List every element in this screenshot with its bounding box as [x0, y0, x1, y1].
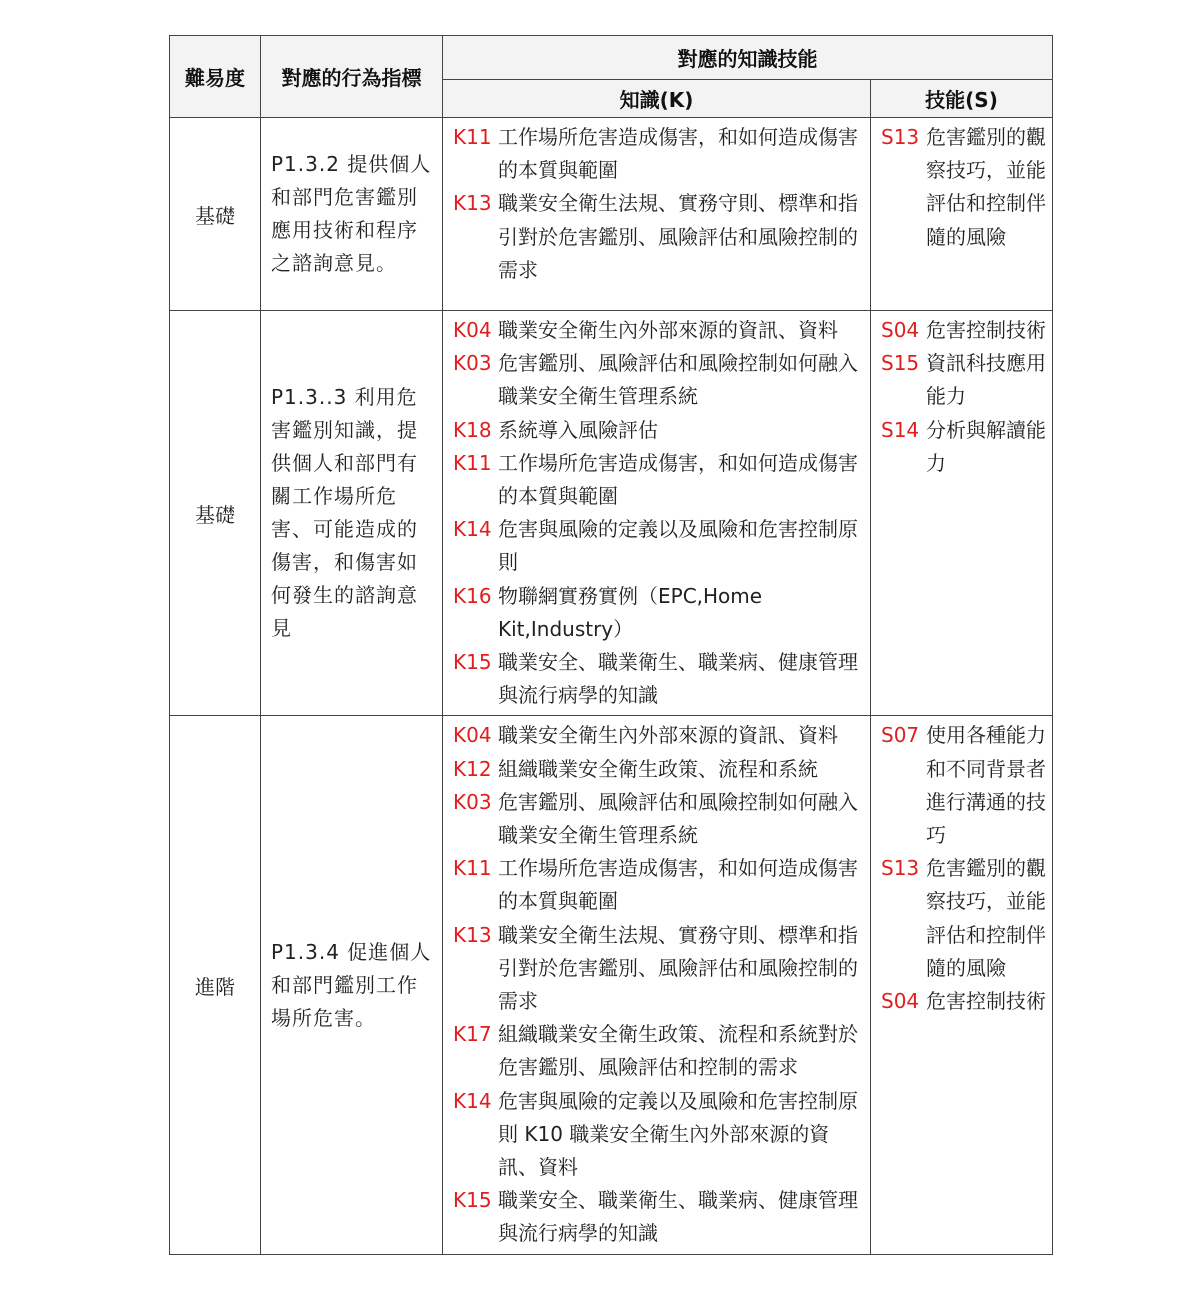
- knowledge-item: [443, 786, 870, 852]
- knowledge-item: [443, 1018, 870, 1084]
- skill-item: [871, 121, 1052, 254]
- knowledge-code: K13: [453, 191, 492, 216]
- knowledge-item: [443, 447, 870, 513]
- difficulty-cell: 進階: [170, 716, 261, 1254]
- knowledge-text: 工作場所危害造成傷害，和如何造成傷害的本質與範圍: [498, 125, 858, 183]
- knowledge-code: K18: [453, 417, 492, 442]
- skill-code: S04: [881, 318, 920, 342]
- knowledge-item: [443, 919, 870, 1019]
- skill-cell: [871, 118, 1053, 311]
- knowledge-text: 危害鑑別、風險評估和風險控制如何融入職業安全衛生管理系統: [498, 789, 858, 848]
- header-skill: 技能(S): [871, 80, 1053, 118]
- skill-text: 危害控制技術: [926, 989, 1046, 1014]
- header-behavior-indicator: 對應的行為指標: [261, 36, 443, 118]
- knowledge-code: K04: [453, 318, 492, 342]
- behavior-indicator-cell: P1.3.4 促進個人和部門鑑別工作場所危害。: [261, 716, 443, 1254]
- knowledge-item: [443, 1085, 870, 1185]
- knowledge-code: K15: [453, 650, 492, 675]
- skill-item: [871, 314, 1052, 347]
- knowledge-text: 職業安全衛生內外部來源的資訊、資料: [498, 723, 838, 748]
- knowledge-text: 物聯網實務實例（EPC,Home Kit,Industry）: [498, 583, 763, 641]
- knowledge-item: [443, 121, 870, 187]
- knowledge-item: [443, 580, 870, 646]
- knowledge-cell: [443, 118, 871, 311]
- table-row: [170, 311, 1053, 716]
- skill-code: S15: [881, 351, 920, 376]
- skill-item: [871, 414, 1052, 480]
- skill-text: 分析與解讀能力: [926, 417, 1046, 475]
- header-difficulty: 難易度: [170, 36, 261, 118]
- behavior-indicator-cell: P1.3.2 提供個人和部門危害鑑別應用技術和程序之諮詢意見。: [261, 118, 443, 311]
- skill-item: [871, 347, 1052, 413]
- knowledge-text: 危害與風險的定義以及風險和危害控制原則: [498, 517, 858, 575]
- knowledge-code: K03: [453, 789, 492, 814]
- knowledge-text: 職業安全衛生內外部來源的資訊、資料: [498, 318, 838, 342]
- difficulty-cell: 基礎: [170, 311, 261, 716]
- knowledge-text: 職業安全、職業衛生、職業病、健康管理與流行病學的知識: [498, 1188, 858, 1246]
- knowledge-text: 危害鑑別、風險評估和風險控制如何融入職業安全衛生管理系統: [498, 351, 858, 409]
- knowledge-text: 工作場所危害造成傷害，和如何造成傷害的本質與範圍: [498, 856, 858, 914]
- knowledge-item: [443, 719, 870, 752]
- knowledge-code: K11: [453, 450, 492, 475]
- skill-code: S07: [881, 723, 920, 748]
- knowledge-item: [443, 414, 870, 447]
- table-row: [170, 118, 1053, 311]
- skill-item: [871, 985, 1052, 1018]
- skill-item: [871, 719, 1052, 852]
- knowledge-code: K13: [453, 922, 492, 947]
- knowledge-item: [443, 347, 870, 413]
- knowledge-item: [443, 646, 870, 712]
- skill-item: [871, 852, 1052, 985]
- knowledge-code: K11: [453, 125, 492, 149]
- table-row: [170, 716, 1053, 1254]
- knowledge-text: 危害與風險的定義以及風險和危害控制原則 K10 職業安全衛生內外部來源的資訊、資料: [498, 1088, 858, 1180]
- header-knowledge-skill: 對應的知識技能: [443, 36, 1053, 80]
- skill-cell: [871, 716, 1053, 1254]
- knowledge-code: K14: [453, 1088, 492, 1113]
- knowledge-code: K14: [453, 517, 492, 542]
- knowledge-text: 系統導入風險評估: [498, 417, 658, 442]
- knowledge-code: K15: [453, 1188, 492, 1213]
- knowledge-item: [443, 187, 870, 287]
- knowledge-item: [443, 753, 870, 786]
- knowledge-text: 職業安全衛生法規、實務守則、標準和指引對於危害鑑別、風險評估和風險控制的需求: [498, 922, 858, 1014]
- skill-cell: [871, 311, 1053, 716]
- skill-code: S13: [881, 125, 920, 149]
- knowledge-text: 職業安全、職業衛生、職業病、健康管理與流行病學的知識: [498, 650, 858, 708]
- skill-code: S13: [881, 856, 920, 881]
- knowledge-code: K16: [453, 583, 492, 608]
- knowledge-text: 組織職業安全衛生政策、流程和系統對於危害鑑別、風險評估和控制的需求: [498, 1022, 858, 1080]
- knowledge-item: [443, 1184, 870, 1250]
- skill-text: 危害控制技術: [926, 318, 1046, 342]
- knowledge-code: K17: [453, 1022, 492, 1047]
- skill-text: 危害鑑別的觀察技巧，並能評估和控制伴隨的風險: [926, 125, 1046, 249]
- difficulty-cell: 基礎: [170, 118, 261, 311]
- skill-text: 資訊科技應用能力: [926, 351, 1046, 409]
- knowledge-code: K12: [453, 756, 492, 781]
- knowledge-text: 組織職業安全衛生政策、流程和系統: [498, 756, 818, 781]
- behavior-indicator-cell: P1.3..3 利用危害鑑別知識，提供個人和部門有關工作場所危害、可能造成的傷害，和傷害如何發生的諮詢意見: [261, 311, 443, 716]
- knowledge-item: [443, 852, 870, 918]
- knowledge-text: 工作場所危害造成傷害，和如何造成傷害的本質與範圍: [498, 450, 858, 509]
- knowledge-code: K11: [453, 856, 492, 881]
- knowledge-text: 職業安全衛生法規、實務守則、標準和指引對於危害鑑別、風險評估和風險控制的需求: [498, 191, 858, 282]
- competency-table: [169, 35, 1053, 1255]
- knowledge-item: [443, 513, 870, 579]
- knowledge-item: [443, 314, 870, 347]
- skill-code: S14: [881, 417, 920, 442]
- header-knowledge: 知識(K): [443, 80, 871, 118]
- knowledge-code: K04: [453, 723, 492, 748]
- knowledge-cell: [443, 311, 871, 716]
- skill-code: S04: [881, 989, 920, 1014]
- knowledge-cell: [443, 716, 871, 1254]
- skill-text: 使用各種能力和不同背景者進行溝通的技巧: [926, 723, 1046, 848]
- knowledge-code: K03: [453, 351, 492, 376]
- skill-text: 危害鑑別的觀察技巧，並能評估和控制伴隨的風險: [926, 856, 1046, 980]
